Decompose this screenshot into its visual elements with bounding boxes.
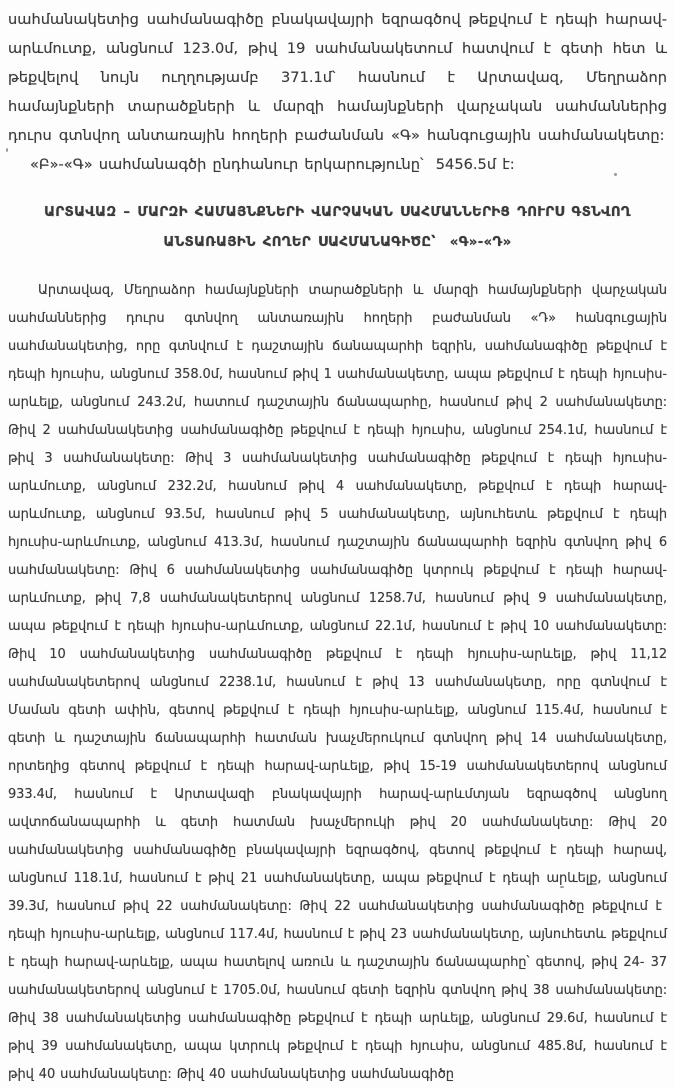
section-heading (8, 198, 667, 258)
scan-speck (6, 148, 8, 152)
section-heading-line-2: ԱՆՏԱՌԱՅԻՆ ՀՈՂԵՐ ՍԱՀՄԱՆԱԳԻԾԸ՝ «Գ»-«Դ» (163, 235, 512, 250)
total-length-line: «Բ»-«Գ» սահմանագծի ընդհանուր երկարությունը՝ 5456.5մ է: (30, 156, 515, 173)
scan-speck (560, 886, 564, 888)
body-paragraph: Արտավազ, Մեղրաձոր համայնքների տարածքների և մարզի համայնքների վարչական սահմաններից դուրս գտնվող անտառային հողերի բաժանման «Դ» հանգուցային սահմանակետից, որը գտնվում է դաշտային ճանապարհի եզրին, սահմանագիծը թեքվում է դեպի հյուսիս, անցնում 358.0մ, հասնում թիվ 1 սահմանակետը, ապա թեքվում է դեպի հյուսիս-արևելք, անցնում 243.2մ, հատում դաշտային ճանապարհը, հասնում թիվ 2 սահմանակետը: Թիվ 2 սահմանակետից սահմանագիծը թեքվում է դեպի հյուսիս, անցնում 254.1մ, հասնում է թիվ 3 սահմանակետը: Թիվ 3 սահմանակետից սահմանագիծը թեքվում է դեպի հյուսիս-արևմուտք, անցնում 232.2մ, հասնում թիվ 4 սահմանակետը, թեքվում է դեպի հարավ-արևմուտք, անցնում 93.5մ, հասնում թիվ 5 սահմանակետը, այնուհետև թեքվում է դեպի հյուսիս-արևմուտք, անցնում 413.3մ, հասնում դաշտային ճանապարհի եզրին գտնվող թիվ 6 սահմանակետը: Թիվ 6 սահմանակետից սահմանագիծը կտրուկ թեքվում է դեպի հարավ-արևմուտք, թիվ 7,8 սահմանակետերով անցնում 1258.7մ, հասնում թիվ 9 սահմանակետը, ապա թեքվում է դեպի հյուսիս-արևմուտք, անցնում 22.1մ, հասնում է թիվ 10 սահմանակետը: Թիվ 10 սահմանակետից սահմանագիծը թեքվում է դեպի հյուսիս-արևելք, թիվ 11,12 սահմանակետերով անցնում 2238.1մ, հասնում է թիվ 13 սահմանակետը, որը գտնվում է Մաման գետի ափին, գետով թեքվում է դեպի հյուսիս-արևելք, անցնում 115.4մ, հասնում է գետի և դաշտային ճանապարհի հատման խաչմերուկում գտնվող թիվ 14 սահմանակետը, որտեղից գետով թեքվում է դեպի հարավ-արևելք, թիվ 15-19 սահմանակետերով անցնում 933.4մ, հասնում է Արտավազի բնակավայրի հարավ-արևմտյան եզրագծով անցնող ավտոճանապարհի և գետի հատման խաչմերուկի թիվ 20 սահմանակետը: Թիվ 20 սահմանակետից սահմանագիծը բնակավայրի եզրագծով, գետով թեքվում է դեպի հարավ, անցնում 118.1մ, հասնում է թիվ 21 սահմանակետը, ապա թեքվում է դեպի արևելք, անցնում 39.3մ, հասնում թիվ 22 սահմանակետը: Թիվ 22 սահմանակետից սահմանագիծը թեքվում է դեպի հյուսիս-արևելք, անցնում 117.4մ, հասնում է թիվ 23 սահմանակետը, այնուհետև թեքվում է դեպի հարավ-արևելք, ապա հատելով առուն և դաշտային ճանապարհը՝ գետով, թիվ 24- 37 սահմանակետերով անցնում է 1705.0մ, հասնում գետի եզրին գտնվող թիվ 38 սահմանակետը: Թիվ 38 սահմանակետից սահմանագիծը թեքվում է դեպի արևելք, անցնում 29.6մ, հասնում է թիվ 39 սահմանակետը, ապա կտրուկ թեքվում է դեպի հյուսիս, անցնում 485.8մ, հասնում է թիվ 40 սահմանակետը: Թիվ 40 սահմանակետից սահմանագիծը (8, 283, 667, 1082)
section-heading-line-1: ԱՐՏԱՎԱԶ – ՄԱՐԶԻ ՀԱՄԱՅՆՔՆԵՐԻ ՎԱՐՉԱԿԱՆ ՍԱՀՄԱՆՆԵՐԻՑ ԴՈՒՐՍ ԳՏՆՎՈՂ (44, 205, 631, 220)
intro-paragraph: սահմանակետից սահմանագիծը բնակավայրի եզրագծով թեքվում է դեպի հարավ-արևմուտք, անցնում 123.0մ, թիվ 19 սահմանակետում հատվում է գետի հետ և թեքվելով նույն ուղղությամբ 371.1մ՝ հասնում է Արտավազ, Մեղրաձոր համայնքների տարածքների և մարզի համայնքների վարչական սահմաններից դուրս գտնվող անտառային հողերի բաժանման «Գ» հանգուցային սահմանակետը: (8, 11, 667, 144)
scan-speck (614, 173, 617, 176)
